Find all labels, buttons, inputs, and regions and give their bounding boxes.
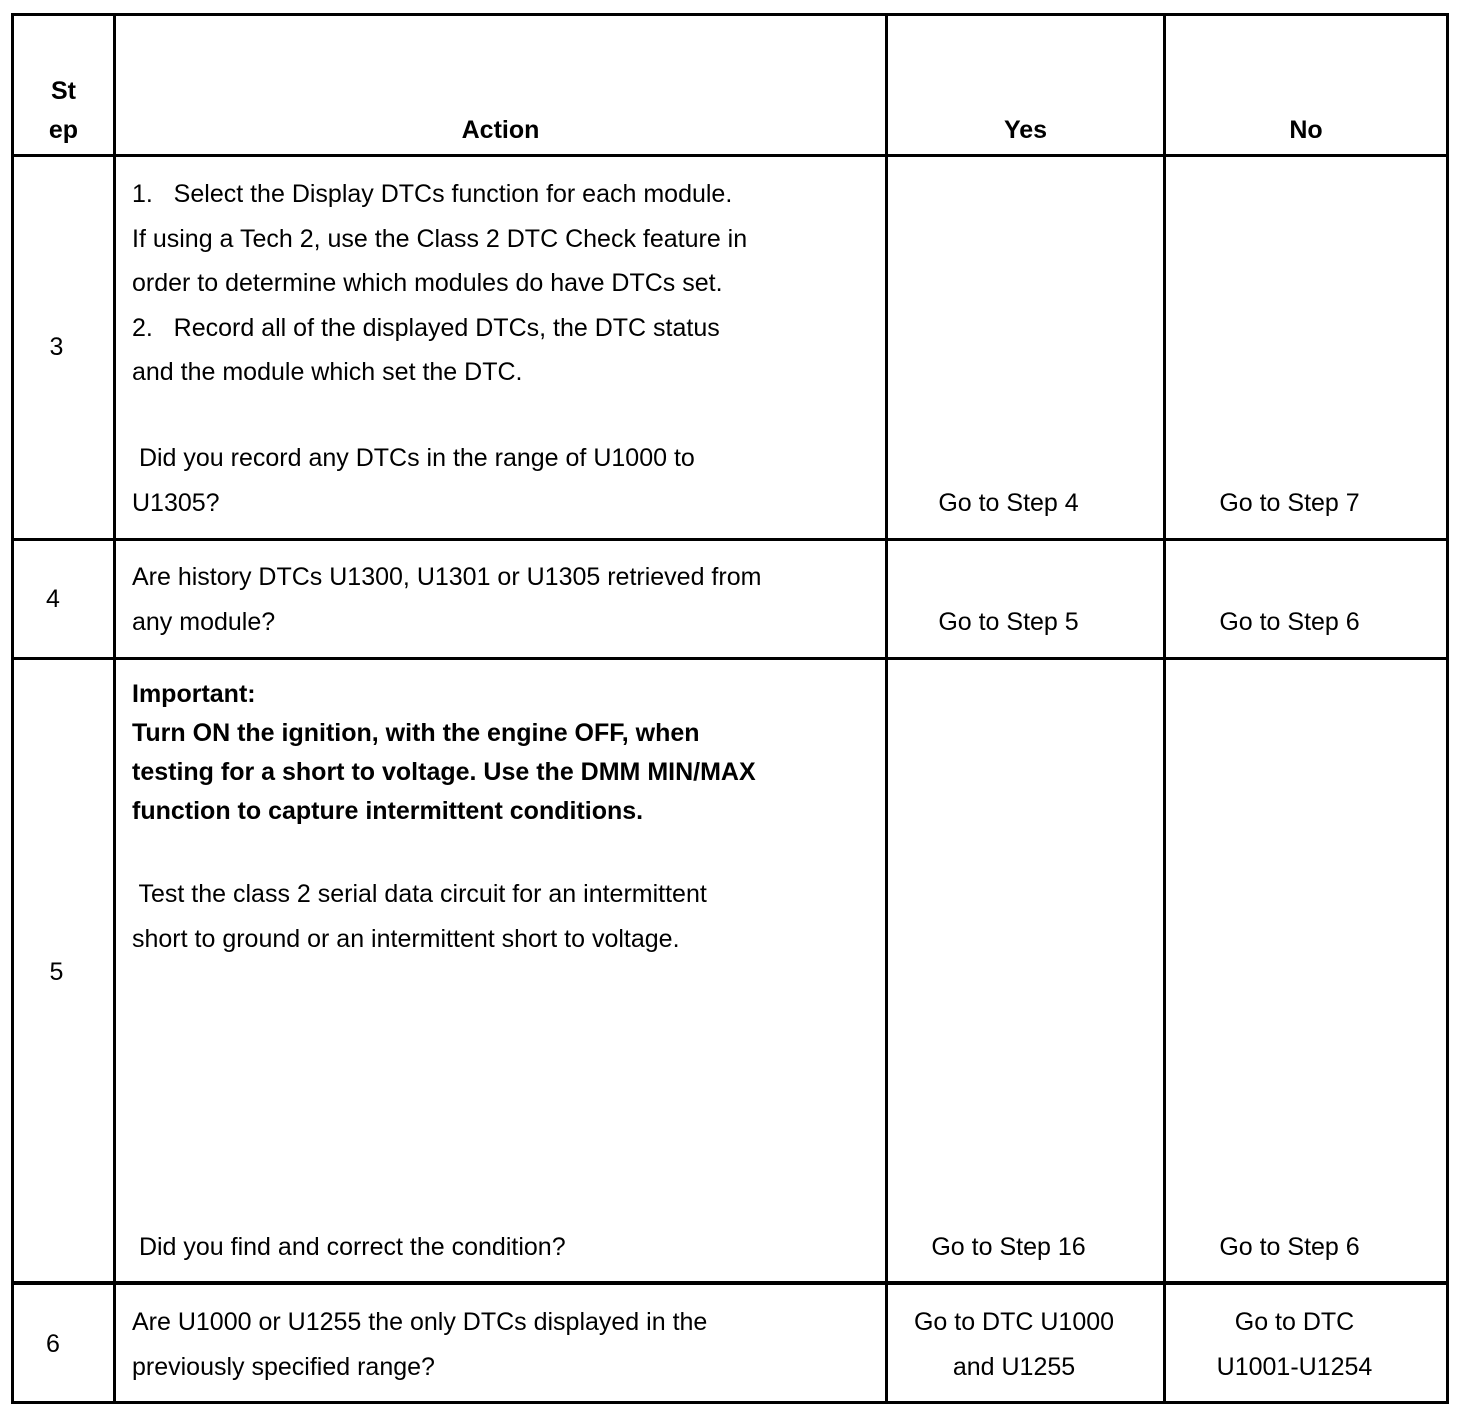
question-text: Did you find and correct the condition? <box>132 1233 566 1261</box>
row-divider <box>11 657 1449 660</box>
question-line: U1305? <box>132 488 220 517</box>
important-line: function to capture intermittent conditions. <box>132 797 644 825</box>
step-number: 6 <box>46 1330 60 1358</box>
action-line: 2. Record all of the displayed DTCs, the DTC status <box>132 313 720 342</box>
question-line: any module? <box>132 607 276 636</box>
question-line: Did you record any DTCs in the range of U1000 to <box>132 444 695 472</box>
header-action: Action <box>461 116 540 144</box>
question-line: Are history DTCs U1300, U1301 or U1305 retrieved from <box>132 563 762 591</box>
action-line: and the module which set the DTC. <box>132 358 523 386</box>
question-text <box>132 1300 707 1389</box>
no-link[interactable] <box>1166 1300 1423 1389</box>
column-divider <box>885 13 888 1404</box>
no-link[interactable]: Go to Step 7 <box>1219 489 1360 517</box>
no-line: Go to DTC <box>1234 1308 1355 1336</box>
question-line: Are U1000 or U1255 the only DTCs displayed in the <box>132 1308 708 1336</box>
action-text <box>132 172 747 395</box>
yes-link[interactable]: Go to Step 4 <box>938 489 1079 517</box>
column-divider <box>1163 13 1166 1404</box>
yes-link[interactable]: Go to Step 16 <box>931 1233 1086 1261</box>
header-step <box>14 72 113 150</box>
yes-line: and U1255 <box>952 1352 1076 1381</box>
header-no: No <box>1289 116 1323 144</box>
border-bottom <box>11 1401 1449 1404</box>
border-right <box>1446 13 1449 1404</box>
yes-link[interactable]: Go to Step 5 <box>938 608 1079 636</box>
question-text <box>132 555 761 644</box>
header-step-line: St <box>51 77 76 105</box>
row-divider <box>11 538 1449 541</box>
header-yes: Yes <box>1003 116 1048 144</box>
border-left <box>11 13 14 1404</box>
border-top <box>11 13 1449 16</box>
step-number: 5 <box>49 958 64 986</box>
action-line: Test the class 2 serial data circuit for an intermittent <box>132 880 707 908</box>
important-line: testing for a short to voltage. Use the DMM MIN/MAX <box>132 758 756 786</box>
header-step-line: ep <box>48 116 79 144</box>
action-text <box>132 872 707 961</box>
yes-link[interactable] <box>888 1300 1140 1389</box>
step-number: 3 <box>49 333 64 361</box>
step-number: 4 <box>46 585 60 613</box>
no-link[interactable]: Go to Step 6 <box>1219 1233 1360 1261</box>
important-line: Important: <box>132 680 256 708</box>
row-divider <box>11 1281 1449 1285</box>
action-line: If using a Tech 2, use the Class 2 DTC Check feature in <box>132 224 748 253</box>
action-line: short to ground or an intermittent short to voltage. <box>132 924 680 953</box>
action-line: order to determine which modules do have DTCs set. <box>132 269 723 297</box>
important-note <box>132 675 756 831</box>
yes-line: Go to DTC U1000 <box>913 1308 1115 1336</box>
column-divider <box>113 13 116 1404</box>
important-line: Turn ON the ignition, with the engine OFF, when <box>132 719 700 747</box>
question-text <box>132 436 695 525</box>
no-link[interactable]: Go to Step 6 <box>1219 608 1360 636</box>
question-line: previously specified range? <box>132 1352 435 1381</box>
action-line: 1. Select the Display DTCs function for each module. <box>132 180 733 208</box>
no-line: U1001-U1254 <box>1216 1352 1373 1381</box>
row-divider <box>11 154 1449 157</box>
